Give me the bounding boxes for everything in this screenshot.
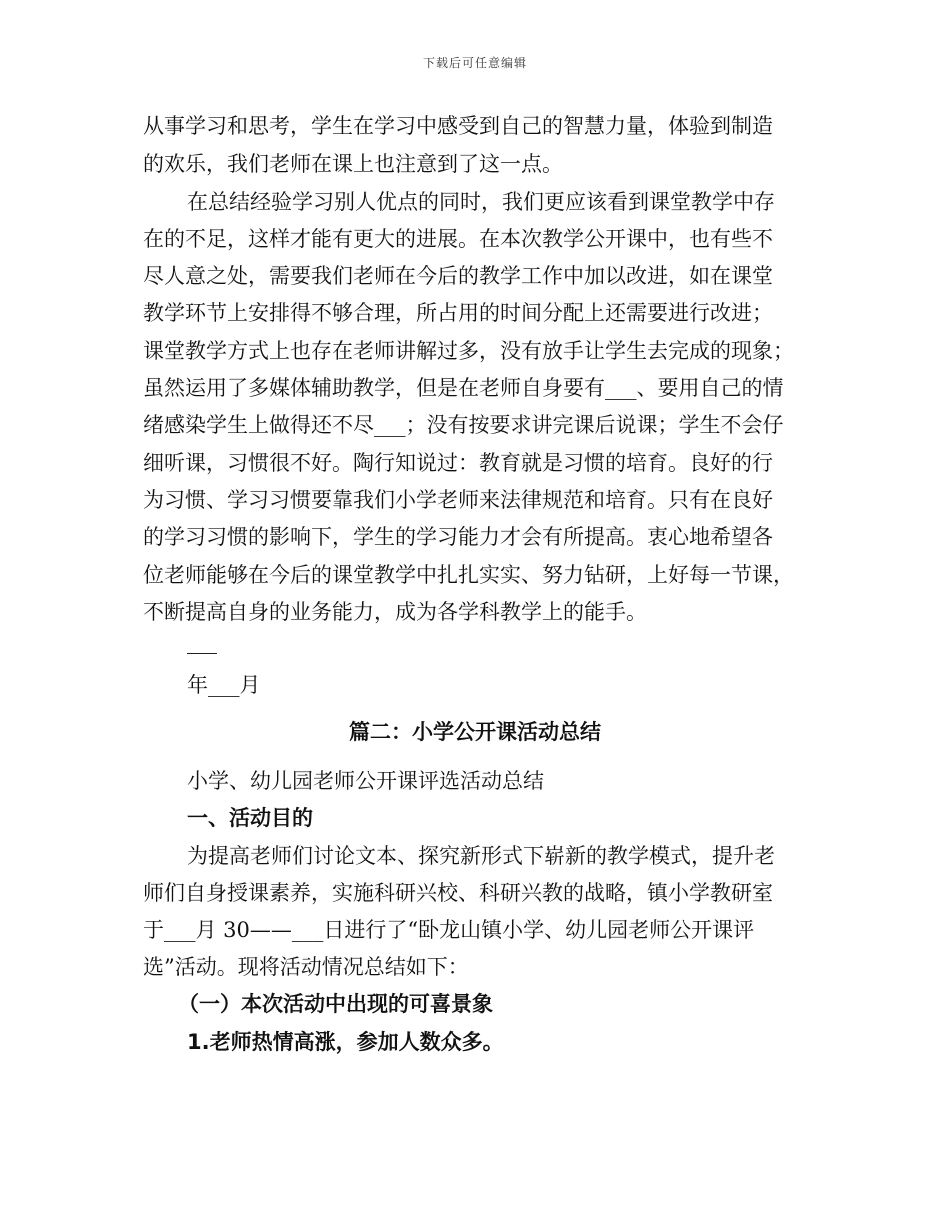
body-line: 选”活动。现将活动情况总结如下： <box>143 955 469 979</box>
body-line: 尽人意之处，需要我们老师在今后的教学工作中加以改进，如在课堂 <box>143 264 773 288</box>
body-line: 不断提高自身的业务能力，成为各学科教学上的能手。 <box>143 600 647 624</box>
body-line: 从事学习和思考，学生在学习中感受到自己的智慧力量，体验到制造 <box>143 114 773 138</box>
body-line: 为习惯、学习习惯要靠我们小学老师来法律规范和培育。只有在良好 <box>143 488 773 512</box>
heading-activity-purpose: 一、活动目的 <box>187 806 313 830</box>
body-line: 为提高老师们讨论文本、探究新形式下崭新的教学模式，提升老 <box>187 844 775 868</box>
body-line: 在的不足，这样才能有更大的进展。在本次教学公开课中，也有些不 <box>143 227 773 251</box>
body-line: 于___月 30——___日进行了“卧龙山镇小学、幼儿园老师公开课评 <box>143 918 755 942</box>
body-line: 在总结经验学习别人优点的同时，我们更应该看到课堂教学中存 <box>187 190 775 214</box>
section-title: 篇二：小学公开课活动总结 <box>349 720 601 744</box>
body-line: 虽然运用了多媒体辅助教学，但是在老师自身要有___、要用自己的情 <box>143 376 784 400</box>
body-line: 的学习习惯的影响下，学生的学习能力才会有所提高。衷心地希望各 <box>143 525 773 549</box>
subheading-positive-scenes: （一）本次活动中出现的可喜景象 <box>178 992 493 1016</box>
body-line: 课堂教学方式上也存在老师讲解过多，没有放手让学生去完成的现象； <box>143 339 794 363</box>
signature-blank-line <box>187 653 217 654</box>
body-line: 细听课，习惯很不好。陶行知说过：教育就是习惯的培育。良好的行 <box>143 451 773 475</box>
date-line: 年___月 <box>187 673 261 697</box>
body-line: 师们自身授课素养，实施科研兴校、科研兴教的战略，镇小学教研室 <box>143 881 773 905</box>
body-line: 的欢乐，我们老师在课上也注意到了这一点。 <box>143 152 563 176</box>
body-line: 位老师能够在今后的课堂教学中扎扎实实、努力钻研，上好每一节课， <box>143 563 794 587</box>
body-line: 教学环节上安排得不够合理，所占用的时间分配上还需要进行改进； <box>143 301 773 325</box>
section-subtitle: 小学、幼儿园老师公开课评选活动总结 <box>187 769 544 793</box>
body-line: 绪感染学生上做得还不尽___；没有按要求讲完课后说课；学生不会仔 <box>143 413 784 437</box>
page-header-note: 下载后可任意编辑 <box>422 56 527 70</box>
subheading-teacher-enthusiasm: 1.老师热情高涨，参加人数众多。 <box>187 1030 504 1054</box>
